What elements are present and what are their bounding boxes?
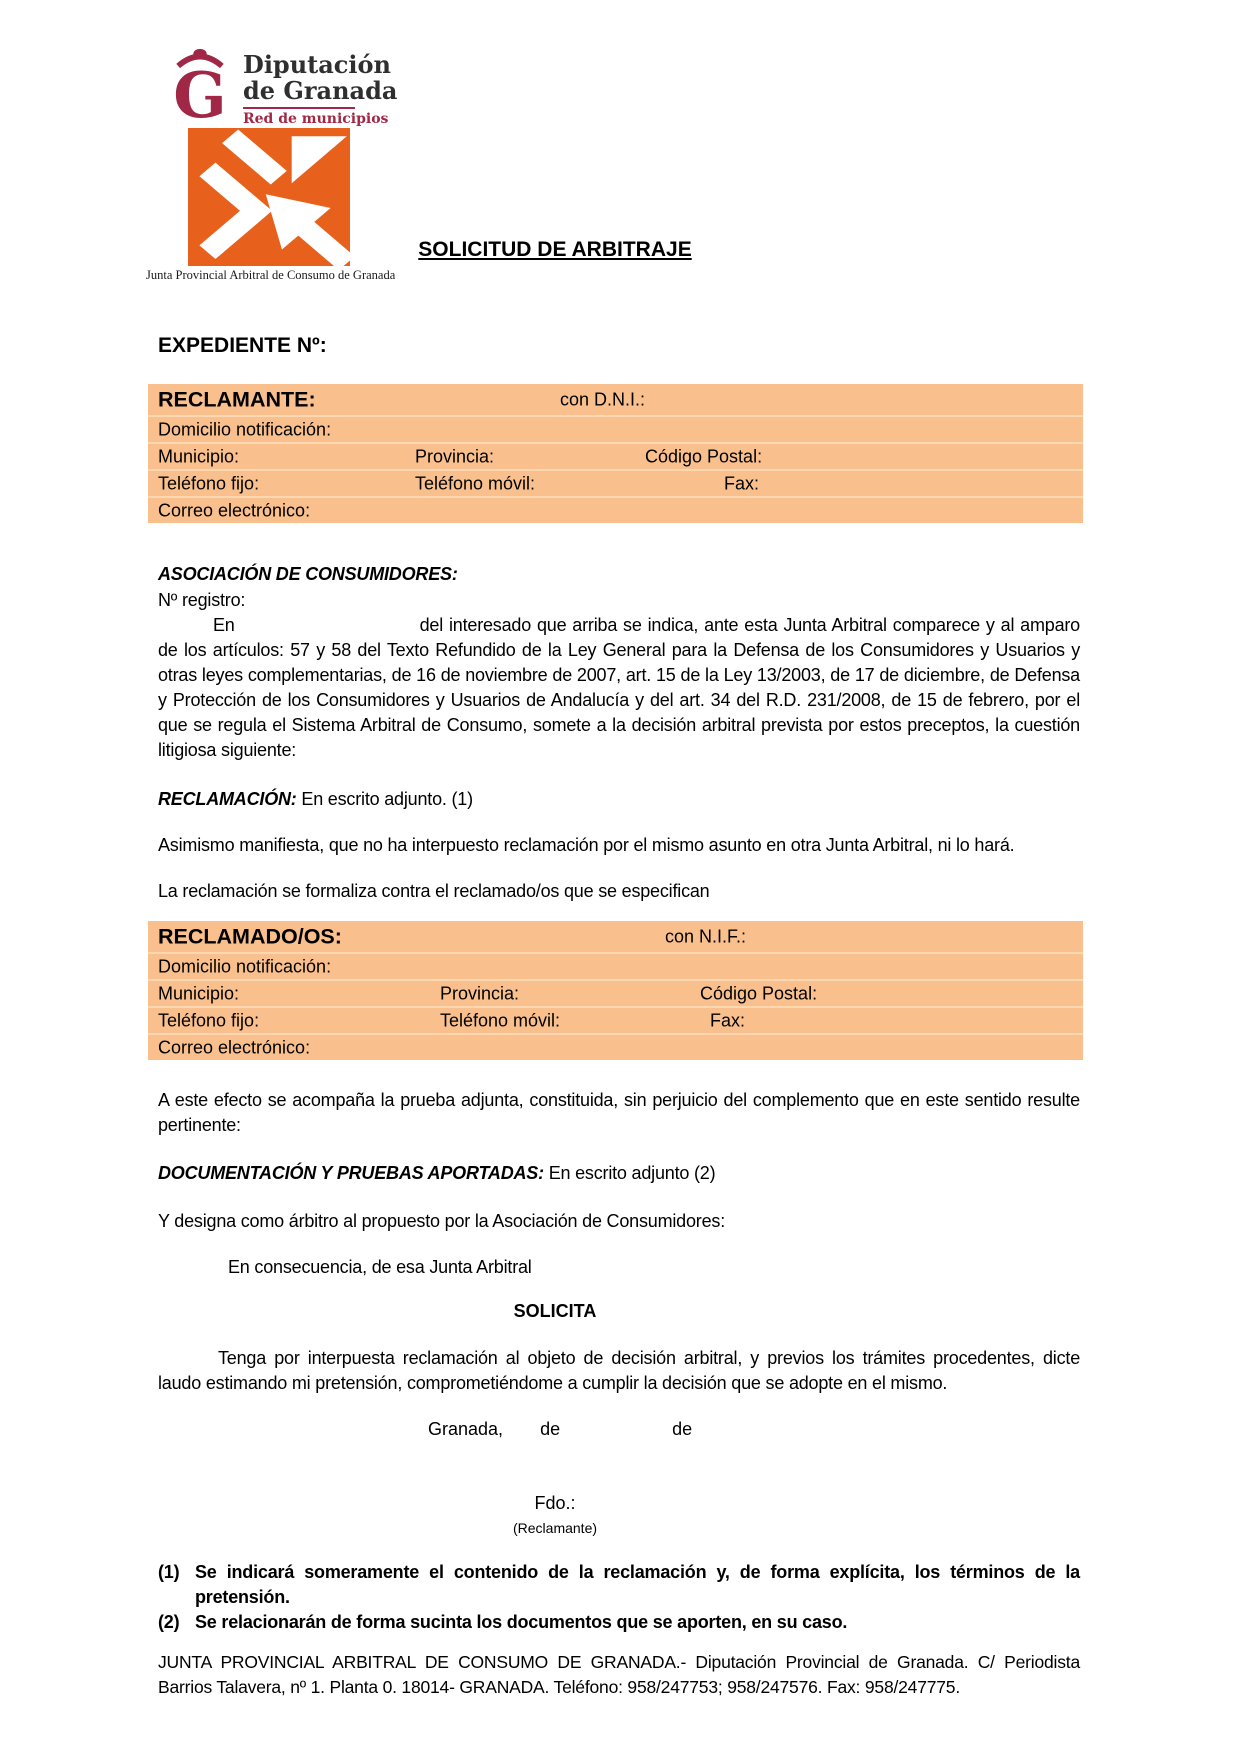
diputacion-name-line1: Diputación [243,50,391,79]
footnote-1-number: (1) [158,1562,180,1582]
footnote-1-text: Se indicará someramente el contenido de la reclamación y, de forma explícita, los términos de la pretensión. [195,1562,1080,1607]
correo-label: Correo electrónico: [158,500,311,520]
efecto-paragraph: A este efecto se acompaña la prueba adjunta, constituida, sin perjuicio del complemento que en este sentido resulte pertinente: [158,1090,1080,1135]
n-registro-label: Nº registro: [158,590,246,610]
diputacion-tagline: Red de municipios [243,111,389,127]
date-de-year: de [672,1419,693,1439]
junta-arbitral-arrows-icon [188,128,350,266]
footnote-1 [158,1560,1080,1610]
diputacion-name-line2: de Granada [243,76,398,105]
codigo-postal-label: Código Postal: [700,983,818,1003]
diputacion-logo [163,42,397,127]
comparece-rest: del interesado que arriba se indica, ante esta Junta Arbitral comparece y al amparo de los artículos: 57 y 58 del Texto Refundido de la Ley General para la Defensa de los Consumidores y Usuarios y otras leyes complementarias, de 16 de noviembre de 2007, art. 15 de la Ley 13/2003, de 17 de diciembre, de Defensa y Protección de los Consumidores y Usuarios de Andalucía y del art. 34 del R.D. 231/2008, de 15 de febrero, por el que se regula el Sistema Arbitral de Consumo, somete a la decisión arbitral prevista por estos preceptos, la cuestión litigiosa siguiente: [158,615,1080,760]
reclamado-correo-row [148,1033,1083,1060]
reclamante-header-row [148,384,1083,415]
domicilio-label: Domicilio notificación: [158,419,332,439]
codigo-postal-label: Código Postal: [645,446,763,466]
telefono-fijo-label: Teléfono fijo: [158,473,260,493]
tenga-paragraph: Tenga por interpuesta reclamación al objeto de decisión arbitral, y previos los trámites procedentes, dicte laudo estimando mi pretensión, comprometiéndome a cumplir la decisión que se adopte en el mismo. [158,1348,1080,1393]
footnotes [158,1560,1080,1635]
diputacion-rule [243,107,355,109]
solicita-heading: SOLICITA [513,1301,597,1321]
date-line [428,1419,692,1440]
documentacion-line [158,1161,1080,1186]
diputacion-crest-icon [163,42,237,126]
reclamado-domicilio-row [148,952,1083,979]
reclamacion-text: En escrito adjunto. (1) [296,789,473,809]
fax-label: Fax: [710,1010,746,1030]
telefono-movil-label: Teléfono móvil: [440,1010,561,1030]
page-footer: JUNTA PROVINCIAL ARBITRAL DE CONSUMO DE GRANADA.- Diputación Provincial de Granada. C/ Periodista Barrios Talavera, nº 1. Planta 0. 18014- GRANADA. Teléfono: 958/247753; 958/247576. Fax: 958/247775. [158,1652,1080,1697]
reclamacion-label: RECLAMACIÓN: [158,789,297,809]
provincia-label: Provincia: [440,983,520,1003]
page-title: SOLICITUD DE ARBITRAJE [418,238,692,261]
municipio-label: Municipio: [158,983,240,1003]
reclamante-telefono-row [148,469,1083,496]
formaliza-paragraph: La reclamación se formaliza contra el reclamado/os que se especifican [158,881,710,901]
reclamacion-line [158,787,1080,812]
date-de-day: de [540,1419,561,1439]
footnote-2-text: Se relacionarán de forma sucinta los documentos que se aporten, en su caso. [195,1612,848,1632]
junta-arbitral-logo [146,128,396,282]
svg-text:G: G [173,58,227,126]
signer-label: (Reclamante) [512,1520,598,1536]
comparece-en: En [213,615,235,635]
reclamante-heading: RECLAMANTE: [158,387,316,411]
telefono-fijo-label: Teléfono fijo: [158,1010,260,1030]
reclamante-dni-label: con D.N.I.: [560,389,646,409]
domicilio-label: Domicilio notificación: [158,956,332,976]
reclamante-municipio-row [148,442,1083,469]
reclamado-heading: RECLAMADO/OS: [158,924,342,948]
date-city: Granada, [428,1419,504,1439]
asimismo-paragraph: Asimismo manifiesta, que no ha interpuesto reclamación por el mismo asunto en otra Junta Arbitral, ni lo hará. [158,835,1015,855]
fax-label: Fax: [724,473,760,493]
reclamante-correo-row [148,496,1083,523]
footnote-2-number: (2) [158,1612,180,1632]
reclamado-municipio-row [148,979,1083,1006]
consecuencia-paragraph: En consecuencia, de esa Junta Arbitral [228,1257,532,1277]
reclamado-telefono-row [148,1006,1083,1033]
comparecencia-paragraph [158,613,1080,763]
designa-paragraph: Y designa como árbitro al propuesto por la Asociación de Consumidores: [158,1211,726,1231]
asociacion-heading: ASOCIACIÓN DE CONSUMIDORES: [158,564,458,584]
documentacion-label: DOCUMENTACIÓN Y PRUEBAS APORTADAS: [158,1163,544,1183]
footnote-2 [158,1610,1080,1635]
reclamado-header-row [148,921,1083,952]
junta-arbitral-caption: Junta Provincial Arbitral de Consumo de Granada [146,268,396,282]
fdo-label: Fdo.: [534,1493,576,1513]
provincia-label: Provincia: [415,446,495,466]
reclamado-table [148,921,1083,1060]
municipio-label: Municipio: [158,446,240,466]
diputacion-logo-text [243,42,397,127]
reclamante-table [148,384,1083,523]
telefono-movil-label: Teléfono móvil: [415,473,536,493]
documentacion-text: En escrito adjunto (2) [543,1163,716,1183]
reclamado-nif-label: con N.I.F.: [665,926,747,946]
reclamante-domicilio-row [148,415,1083,442]
expediente-label: EXPEDIENTE Nº: [158,334,327,357]
correo-label: Correo electrónico: [158,1037,311,1057]
